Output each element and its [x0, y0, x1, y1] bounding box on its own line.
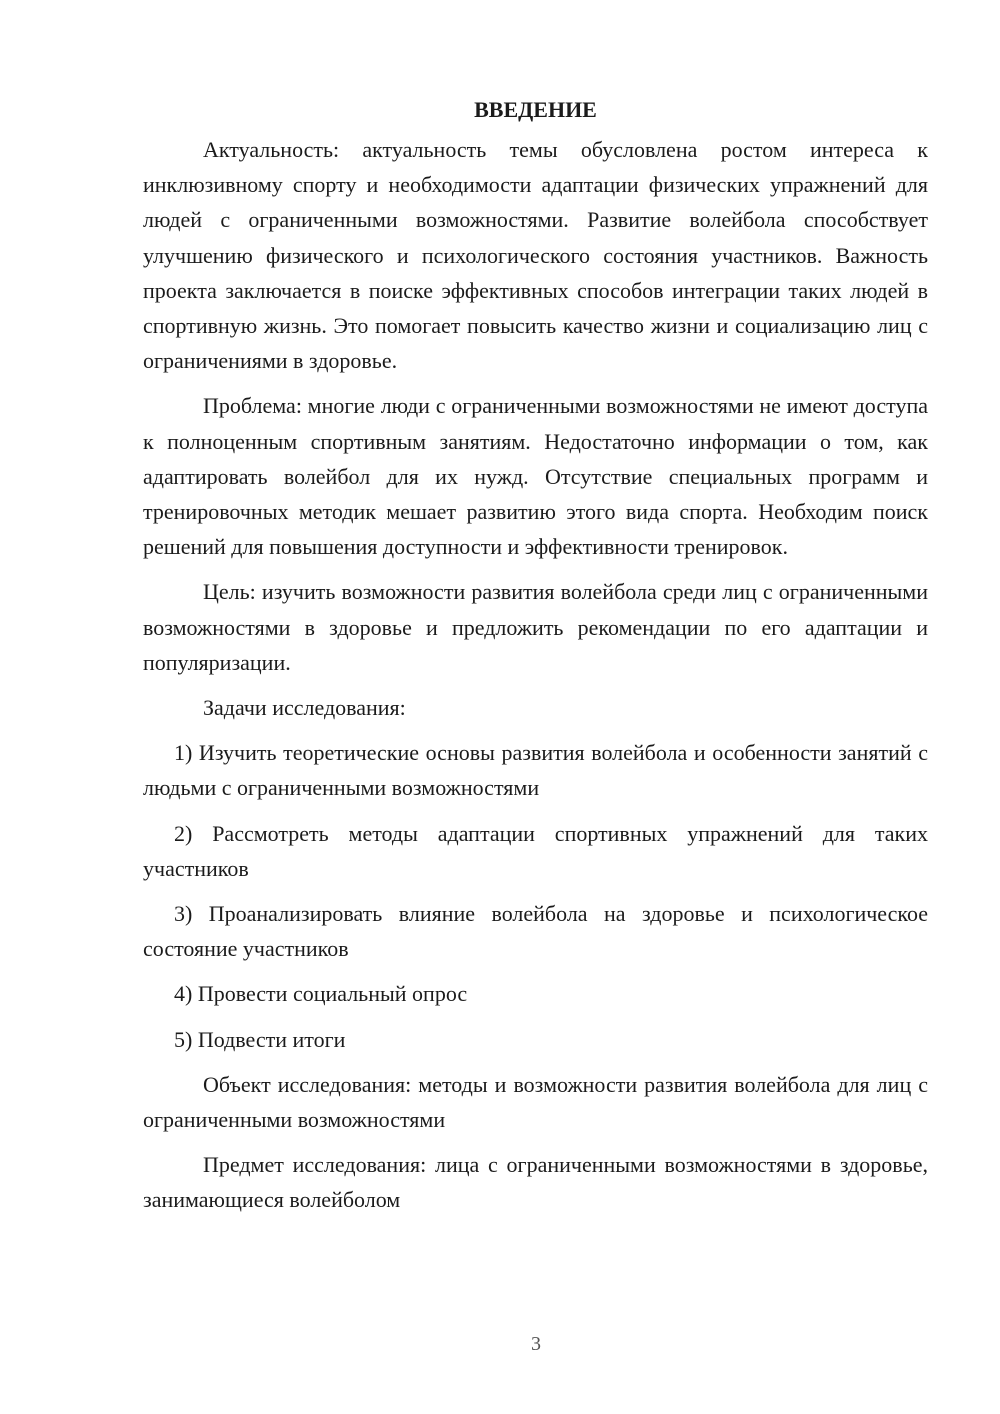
page-content [143, 92, 928, 1228]
object-paragraph: Объект исследования: методы и возможности развития волейбола для лиц с ограниченными возможностями [143, 1071, 928, 1133]
page-title: ВВЕДЕНИЕ [474, 97, 597, 122]
subject-paragraph: Предмет исследования: лица с ограниченными возможностями в здоровье, занимающиеся волейболом [143, 1152, 928, 1213]
page-number: 3 [531, 1333, 541, 1355]
task-item-2: 2) Рассмотреть методы адаптации спортивных упражнений для таких участников [143, 820, 928, 881]
goal-paragraph: Цель: изучить возможности развития волейбола среди лиц с ограниченными возможностями в здоровье и предложить рекомендации по его адаптации и популяризации. [143, 579, 928, 675]
relevance-paragraph: Актуальность: актуальность темы обусловлена ростом интереса к инклюзивному спорту и необходимости адаптации физических упражнений для людей с ограниченными возможностями. Развитие волейбола способствует улучшению физического и психологического состояния участников. Важность проекта заключается в поиске эффективных способов интеграции таких людей в спортивную жизнь. Это помогает повысить качество жизни и социализацию лиц с ограничениями в здоровье. [143, 137, 928, 374]
task-item-1: 1) Изучить теоретические основы развития волейбола и особенности занятий с людьми с ограниченными возможностями [143, 740, 928, 801]
task-item-5: 5) Подвести итоги [174, 1026, 346, 1052]
tasks-heading: Задачи исследования: [203, 695, 406, 721]
task-item-3: 3) Проанализировать влияние волейбола на здоровье и психологическое состояние участников [143, 901, 928, 962]
task-item-4: 4) Провести социальный опрос [174, 981, 468, 1007]
problem-paragraph: Проблема: многие люди с ограниченными возможностями не имеют доступа к полноценным спортивным занятиям. Недостаточно информации о том, как адаптировать волейбол для их нужд. Отсутствие специальных программ и тренировочных методик мешает развитию этого вида спорта. Необходим поиск решений для повышения доступности и эффективности тренировок. [143, 393, 928, 560]
